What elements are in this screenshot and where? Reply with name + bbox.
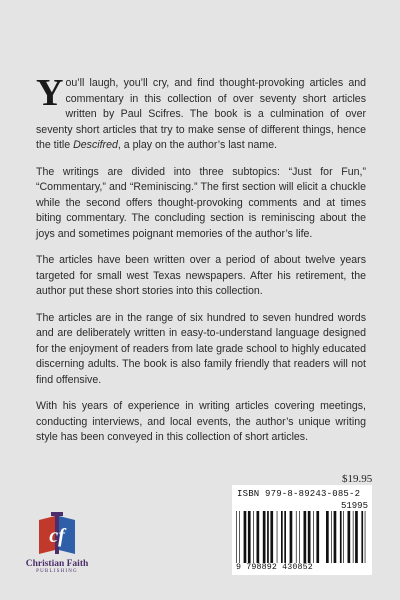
- barcode-bar: [340, 511, 342, 563]
- barcode-bar: [361, 511, 363, 563]
- paragraph-1: [36, 72, 366, 154]
- barcode-bar: [331, 511, 332, 563]
- barcode-bar: [236, 511, 237, 563]
- price-code: 51995: [340, 501, 368, 511]
- barcode-bar: [308, 511, 311, 563]
- barcode-bar: [239, 511, 240, 563]
- paragraph-1-text-a: ou’ll laugh, you’ll cry, and find thought-provoking articles and commentary in this collection of over seventy short articles written by Paul Scifres. The book is a culmination of over seventy short articles that try to make sense of different things, hence the title: [36, 77, 366, 151]
- price-label: $19.95: [342, 473, 373, 485]
- barcode-bar: [296, 511, 297, 563]
- barcode-bar: [326, 511, 329, 563]
- barcode-bar: [267, 511, 269, 563]
- barcode-bar: [334, 511, 337, 563]
- barcode-bar: [248, 511, 251, 563]
- barcode-bar: [270, 511, 273, 563]
- paragraph-4: The articles are in the range of six hundred to seven hundred words and are deliberately written in easy-to-understand language designed for the enjoyment of readers from late grade school to highly educated discerning adults. The book is also family friendly that readers will not find offensive.: [36, 311, 366, 386]
- barcode-bar: [299, 511, 300, 563]
- logo-letters: cf: [49, 525, 65, 547]
- barcode-bar: [281, 511, 283, 563]
- barcode-digits: 9 798892 430852: [236, 563, 313, 572]
- back-cover-description: [36, 72, 366, 457]
- barcode-bar: [277, 511, 278, 563]
- drop-cap: Y: [36, 72, 64, 114]
- barcode-bars-addon: [326, 511, 368, 563]
- cf-logo-icon: [35, 510, 79, 558]
- barcode-bar: [284, 511, 286, 563]
- barcode-bars-main: [236, 511, 322, 563]
- barcode-bar: [365, 511, 366, 563]
- barcode-bar: [343, 511, 344, 563]
- paragraph-1-text-b: , a play on the author’s last name.: [117, 139, 278, 151]
- barcode-bar: [257, 511, 260, 563]
- barcode-bar: [244, 511, 247, 563]
- publisher-logo: [16, 510, 98, 590]
- barcode-bar: [313, 511, 314, 563]
- barcode-bar: [353, 511, 354, 563]
- publisher-name: Christian Faith: [25, 559, 89, 569]
- barcode-bar: [316, 511, 319, 563]
- barcode-bar: [348, 511, 351, 563]
- paragraph-5: With his years of experience in writing articles covering meetings, conducting interviews, and local events, the author’s unique writing style has been conveyed in this collection of short articles.: [36, 400, 366, 443]
- isbn-label: ISBN 979-8-89243-085-2: [237, 489, 361, 499]
- barcode-bar: [355, 511, 358, 563]
- barcode-bar: [304, 511, 307, 563]
- barcode-bar: [253, 511, 254, 563]
- paragraph-2: The writings are divided into three subtopics: “Just for Fun,” “Commentary,” and “Reminiscing.” The first section will elicit a chuckle while the second offers thought-provoking comments and at times biting commentary. The concluding section is reminiscing about the joys and sometimes poignant memories of the author’s life.: [36, 165, 366, 240]
- barcode-bar: [290, 511, 293, 563]
- publisher-sub: PUBLISHING: [36, 569, 78, 574]
- book-title-italic: Descifred: [73, 139, 118, 151]
- barcode-bar: [263, 511, 266, 563]
- isbn-barcode: [232, 485, 372, 575]
- paragraph-3: The articles have been written over a period of about twelve years targeted for small west Texas newspapers. After his retirement, the author put these short stories into this collection.: [36, 254, 366, 297]
